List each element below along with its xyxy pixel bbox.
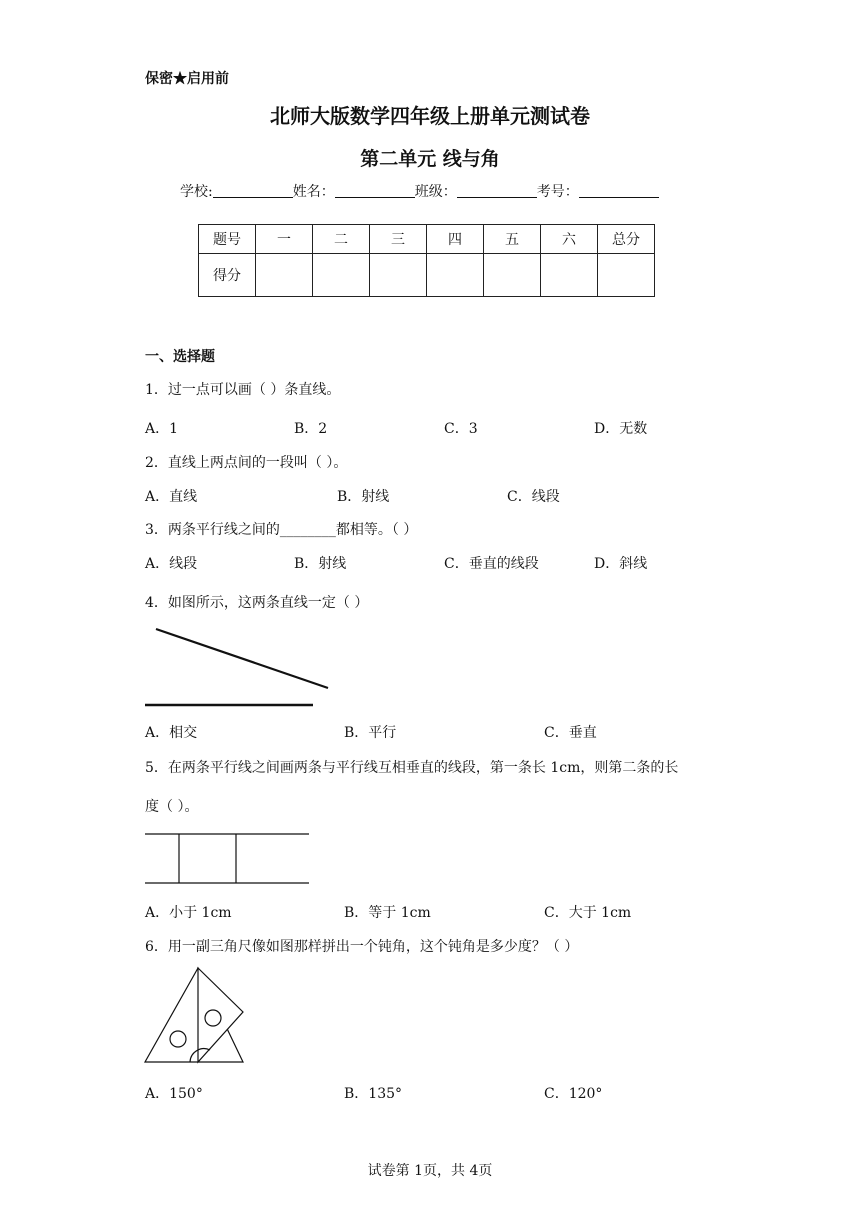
exam-subtitle: 第二单元 线与角 — [360, 148, 500, 170]
q5-option-a[interactable]: A．小于 1cm — [145, 905, 232, 921]
exam-number-blank[interactable] — [579, 183, 659, 198]
question-1-stem: 1．过一点可以画（ ）条直线。 — [145, 382, 341, 398]
q4-option-c[interactable]: C．垂直 — [544, 725, 597, 741]
exam-number-label: 考号： — [536, 184, 579, 200]
exam-title: 北师大版数学四年级上册单元测试卷 — [270, 104, 590, 128]
page-footer: 试卷第 1页，共 4页 — [367, 1163, 493, 1179]
school-label: 学校: — [180, 184, 213, 200]
score-row-label: 得分 — [199, 254, 256, 297]
q5-parallel-lines-figure — [140, 828, 320, 890]
question-3-stem: 3．两条平行线之间的________都相等。（ ） — [145, 522, 418, 538]
class-label: 班级： — [414, 184, 457, 200]
question-5-stem-line2: 度（ ）。 — [145, 799, 199, 815]
q3-option-d[interactable]: D．斜线 — [594, 556, 648, 572]
score-cell[interactable] — [484, 254, 541, 297]
score-cell[interactable] — [598, 254, 655, 297]
score-header-cell: 六 — [541, 225, 598, 254]
q2-option-a[interactable]: A．直线 — [145, 489, 198, 505]
score-header-cell: 五 — [484, 225, 541, 254]
q4-slanted-line — [156, 629, 328, 688]
q2-option-c[interactable]: C．线段 — [507, 489, 560, 505]
score-header-cell: 一 — [256, 225, 313, 254]
q6-set-squares-figure — [140, 964, 250, 1068]
q6-option-c[interactable]: C．120° — [544, 1086, 603, 1102]
score-header-cell: 题号 — [199, 225, 256, 254]
q3-option-b[interactable]: B．射线 — [294, 556, 347, 572]
name-label: 姓名： — [292, 184, 335, 200]
name-blank[interactable] — [335, 183, 415, 198]
class-blank[interactable] — [457, 183, 537, 198]
score-table-score-row — [199, 254, 655, 297]
confidential-label: 保密★启用前 — [145, 71, 229, 87]
q3-option-a[interactable]: A．线段 — [145, 556, 198, 572]
q3-option-c[interactable]: C．垂直的线段 — [444, 556, 539, 572]
q1-option-c[interactable]: C．3 — [444, 421, 478, 437]
q4-option-a[interactable]: A．相交 — [145, 725, 198, 741]
question-4-stem: 4．如图所示，这两条直线一定（ ） — [145, 595, 369, 611]
score-table-header-row — [199, 225, 655, 254]
q4-option-b[interactable]: B．平行 — [344, 725, 397, 741]
q2-option-b[interactable]: B．射线 — [337, 489, 390, 505]
score-header-cell: 四 — [427, 225, 484, 254]
q1-option-a[interactable]: A．1 — [145, 421, 179, 437]
score-cell[interactable] — [370, 254, 427, 297]
question-2-stem: 2．直线上两点间的一段叫（ ）。 — [145, 455, 348, 471]
score-cell[interactable] — [427, 254, 484, 297]
q6-option-b[interactable]: B．135° — [344, 1086, 403, 1102]
q1-option-d[interactable]: D．无数 — [594, 421, 648, 437]
question-5-stem-line1: 5．在两条平行线之间画两条与平行线互相垂直的线段，第一条长 1cm，则第二条的长 — [145, 760, 679, 776]
section-title: 一、选择题 — [145, 349, 215, 365]
student-info-line — [180, 181, 659, 201]
score-cell[interactable] — [313, 254, 370, 297]
score-cell[interactable] — [541, 254, 598, 297]
q5-option-b[interactable]: B．等于 1cm — [344, 905, 431, 921]
q6-option-a[interactable]: A．150° — [145, 1086, 203, 1102]
score-table — [198, 224, 655, 297]
q4-two-lines-figure — [140, 620, 340, 715]
q5-option-c[interactable]: C．大于 1cm — [544, 905, 632, 921]
q6-ruler-hole-1 — [170, 1031, 186, 1047]
q1-option-b[interactable]: B．2 — [294, 421, 328, 437]
score-cell[interactable] — [256, 254, 313, 297]
question-6-stem: 6．用一副三角尺像如图那样拼出一个钝角，这个钝角是多少度？（ ） — [145, 939, 579, 955]
school-blank[interactable] — [213, 183, 293, 198]
score-header-cell: 二 — [313, 225, 370, 254]
score-header-cell: 三 — [370, 225, 427, 254]
score-header-cell: 总分 — [598, 225, 655, 254]
